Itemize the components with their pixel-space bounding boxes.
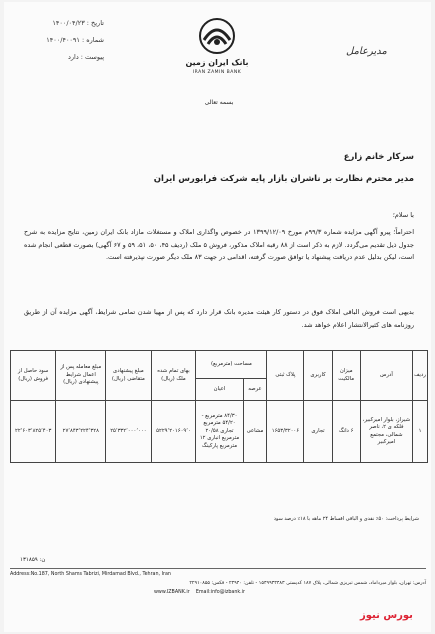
- table-footnote: شرایط پرداخت: ۵۰٪ نقدی و الباقی اقساط ۲۴ ماهه با ۱۸٪ درصد سود: [273, 516, 419, 522]
- number-label: شماره :: [82, 36, 104, 44]
- th-transaction: مبلغ معامله پس از اعمال شرایط پیشنهادی (ریال): [56, 351, 106, 401]
- footer-links: [154, 590, 245, 595]
- bank-name-en: IRAN ZAMIN BANK: [192, 70, 242, 75]
- date-label: تاریخ :: [86, 19, 104, 27]
- letter-page: [4, 2, 431, 632]
- th-full-price: بهای تمام شده ملک (ریال): [151, 351, 196, 401]
- th-ownership: میزان مالکیت: [332, 351, 360, 401]
- email-link[interactable]: Email:info@izbank.ir: [195, 590, 246, 595]
- th-area-land: عرصه: [243, 379, 267, 401]
- th-profit: سود حاصل از فروش (ریال): [11, 351, 56, 401]
- paragraph-2: بدیهی است فروش الباقی املاک فوق در دستور کار هیئت مدیره بانک قرار دارد که پس از مهیا شدن تمامی شرایط، آگهی مزایده آن از طریق روزنامه های کثیرالانتشار اعلام خواهد شد.: [24, 308, 414, 329]
- date-line: [12, 20, 104, 27]
- date-value: ۱۴۰۰/۰۴/۲۳: [52, 19, 85, 27]
- th-address: آدرس: [360, 351, 412, 401]
- table-row: [11, 401, 428, 463]
- cell-transaction: ۲۷٬۸۴۳٬۲۲۴٬۳۲۸: [56, 401, 106, 463]
- paragraph-1: احتراماً؛ پیرو آگهی مزایده شماره ۹۹/۳م مورخ ۱۳۹۹/۱۲/۰۹ در خصوص واگذاری املاک و مستغلات مازاد بانک ایران زمین، نتایج مزایده به شرح جدول ذیل تقدیم می‌گردد. لازم به ذکر است از ۸۸ رقبه املاک مذکور، فروش ۵ ملک (ردیف ۴۵، ۵۰، ۵۱، ۵۹ و ۶۷ آگهی) بصورت قطعی انجام شده است، لیکن بدلیل عدم دریافت پیشنهاد یا توافق صورت گرفته، اقدامی در جهت ۸۳ ملک دیگر صورت نپذیرفته است.: [24, 228, 414, 262]
- th-row: ردیف: [413, 351, 428, 401]
- cell-plate: ۱۶۵۳/۳۲۰۰۶: [267, 401, 304, 463]
- watermark: بورس نیوز: [360, 610, 413, 621]
- cell-full-price: ۵۲۲۹٬۲۰۱۶۰۹٬۰: [151, 401, 196, 463]
- website-link[interactable]: www.IZBANK.ir: [154, 590, 190, 595]
- addressee-title: مدیر محترم نظارت بر ناشران بازار پایه شرکت فرابورس ایران: [153, 174, 414, 184]
- th-usage: کاربری: [304, 351, 332, 401]
- cell-base-price: ۲۵٬۳۳۲٬۰۰۰٬۰۰۰: [106, 401, 151, 463]
- cell-row: ۱: [413, 401, 428, 463]
- th-area: مساحت (مترمربع): [196, 351, 267, 379]
- attachment-line: پیوست : دارد: [67, 53, 104, 61]
- cell-ownership: ۶ دانگ: [332, 401, 360, 463]
- footer-address-fa: [10, 581, 426, 586]
- greeting: با سلام؛: [392, 211, 414, 219]
- reference-number: ۱۳۱۸۵۹ :ن: [20, 557, 46, 563]
- cell-address: شیراز، بلوار امیرکبیر، فلکه ی ۲، ناصر شمالی، مجتمع امیرکبیر: [360, 401, 412, 463]
- number-line: [12, 37, 104, 44]
- address-en: Address:No.187, North Shams Tabrizi, Mirdamad Blvd., Tehran, Iran: [10, 572, 171, 577]
- footer-address-en: [10, 572, 426, 577]
- table-header-row: [11, 351, 428, 379]
- th-area-building: اعیان: [196, 379, 243, 401]
- bank-name: بانک ایران زمین: [185, 58, 249, 67]
- auction-results-table: [10, 350, 428, 463]
- bismillah: بسمه تعالی: [204, 99, 234, 106]
- bank-logo-icon: [194, 16, 240, 56]
- cell-profit: ۲۲٬۶۰۳٬۸۲۵٬۴۰۳: [11, 401, 56, 463]
- signature-title: مدیرعامل: [346, 46, 387, 57]
- th-plate: پلاک ثبتی: [267, 351, 304, 401]
- footer-divider: [10, 568, 426, 569]
- cell-usage: تجاری: [304, 401, 332, 463]
- cell-area-land: مشاعی: [243, 401, 267, 463]
- addressee-name: سرکار خانم زارع: [343, 152, 414, 162]
- th-base-price: مبلغ پیشنهادی متقاضی (ریال): [106, 351, 151, 401]
- number-value: ۱۴۰۰/۴۰۰۹۱: [46, 36, 80, 44]
- cell-area-building: ۸۴/۳۰ مترمربع - ۵۴/۲۰ مترمربع تجاری ۲۰/۵۸ مترمربع انباری ۱۲ مترمربع پارکینگ: [196, 401, 243, 463]
- address-fa: آدرس: تهران، بلوار میرداماد، شمس تبریزی شمالی، پلاک ۱۸۷ کدپستی ۱۵۴۹۹۳۳۴۸۳ - تلفن: ۲۳۹۴۰ - فکس: ۲۲۹۱۰۸۵۵: [189, 581, 426, 586]
